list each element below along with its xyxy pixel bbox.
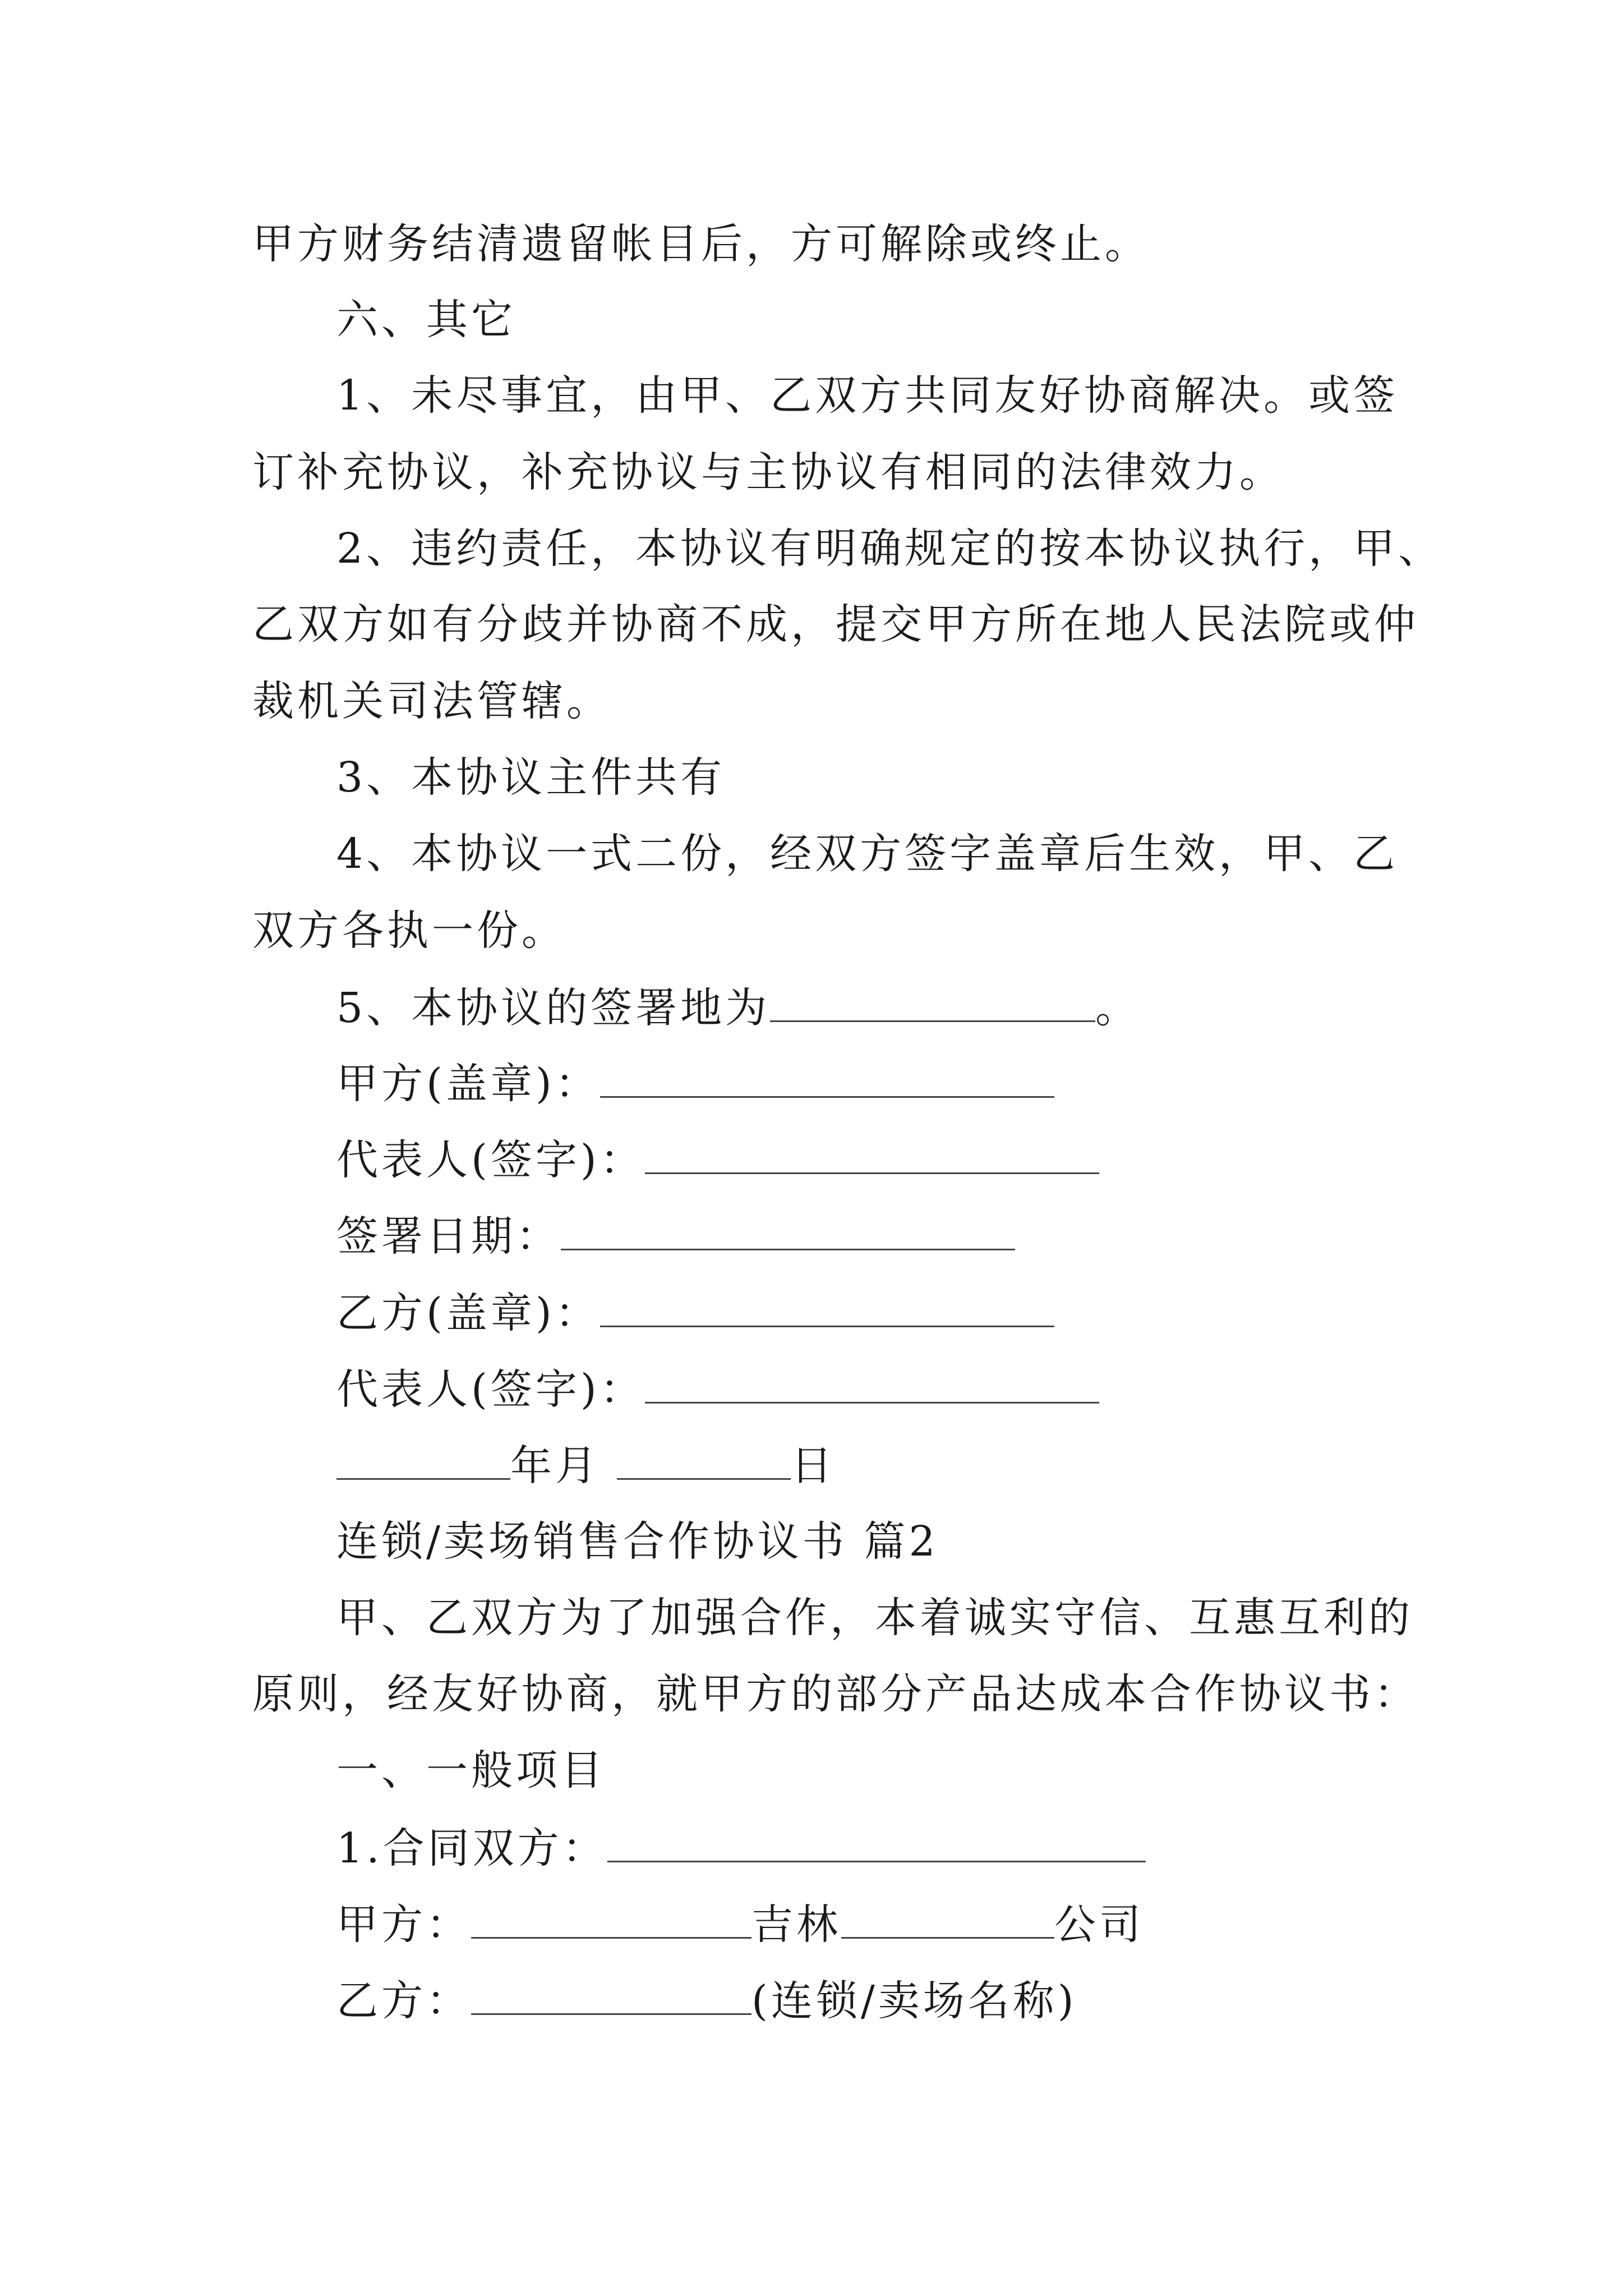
year-month-label: 年月: [510, 1442, 600, 1490]
party-b-rep-line: [336, 1360, 1099, 1418]
party-a-rep-blank[interactable]: [645, 1131, 1099, 1174]
clause-5-line: [336, 979, 1140, 1036]
party-b-seal-label: 乙方(盖章)：: [336, 1289, 600, 1337]
party-a-label: 甲方：: [336, 1901, 471, 1949]
clause-4-line-1: 4、本协议一式二份，经双方签字盖章后生效，甲、乙: [336, 830, 1399, 878]
clause-2-line-2: 乙双方如有分歧并协商不成，提交甲方所在地人民法院或仲: [252, 600, 1419, 648]
party-a-seal-label: 甲方(盖章)：: [336, 1060, 600, 1108]
party-a-location: 吉林: [751, 1901, 841, 1949]
sign-date-blank[interactable]: [561, 1207, 1015, 1250]
party-a-rep-line: [336, 1131, 1099, 1188]
clause-1-line-2: 订补充协议，补充协议与主协议有相同的法律效力。: [252, 448, 1284, 496]
clause-5-end: 。: [1095, 984, 1141, 1032]
clause-3-line: 3、本协议主件共有: [336, 753, 726, 802]
party-b-line: [336, 1972, 1077, 2029]
party-a-company-suffix: 公司: [1054, 1901, 1144, 1949]
party-b-label: 乙方：: [336, 1977, 471, 2025]
clause-2-line-1: 2、违约责任，本协议有明确规定的按本协议执行，甲、: [336, 524, 1444, 573]
agreement-title: 连锁/卖场销售合作协议书 篇2: [336, 1517, 939, 1566]
signing-place-blank[interactable]: [770, 979, 1095, 1022]
clause-4-line-2: 双方各执一份。: [252, 907, 566, 955]
party-a-line: [336, 1895, 1144, 1953]
clause-1-line-1: 1、未尽事宜，由甲、乙双方共同友好协商解决。或签: [336, 371, 1399, 420]
party-b-note: (连锁/卖场名称): [751, 1977, 1077, 2025]
section-heading-other: 六、其它: [336, 296, 516, 344]
contract-parties-label: 1.合同双方：: [336, 1824, 607, 1872]
party-b-rep-blank[interactable]: [645, 1360, 1099, 1404]
sign-date-line: [336, 1207, 1015, 1264]
party-a-company-blank[interactable]: [841, 1895, 1054, 1939]
party-a-rep-label: 代表人(签字)：: [336, 1136, 645, 1184]
party-b-seal-line: [336, 1284, 1054, 1341]
paragraph-line: 甲方财务结清遗留帐目后，方可解除或终止。: [252, 220, 1150, 268]
preamble-line-2: 原则，经友好协商，就甲方的部分产品达成本合作协议书：: [252, 1670, 1419, 1718]
party-b-seal-blank[interactable]: [600, 1284, 1054, 1327]
contract-parties-blank[interactable]: [607, 1819, 1146, 1862]
preamble-line-1: 甲、乙双方为了加强合作，本着诚实守信、互惠互利的: [336, 1594, 1413, 1642]
party-a-seal-line: [336, 1055, 1054, 1112]
day-blank[interactable]: [617, 1437, 791, 1480]
year-blank[interactable]: [336, 1437, 510, 1480]
party-b-rep-label: 代表人(签字)：: [336, 1365, 645, 1414]
party-a-name-blank[interactable]: [471, 1895, 751, 1939]
sign-date-label: 签署日期：: [336, 1212, 561, 1260]
contract-parties-line: [336, 1819, 1146, 1876]
party-b-name-blank[interactable]: [471, 1972, 751, 2015]
day-label: 日: [791, 1442, 836, 1490]
clause-5-text: 5、本协议的签署地为: [336, 984, 771, 1032]
date-line: [336, 1437, 836, 1494]
section-heading-general: 一、一般项目: [336, 1746, 606, 1795]
clause-2-line-3: 裁机关司法管辖。: [252, 677, 611, 725]
party-a-seal-blank[interactable]: [600, 1055, 1054, 1098]
